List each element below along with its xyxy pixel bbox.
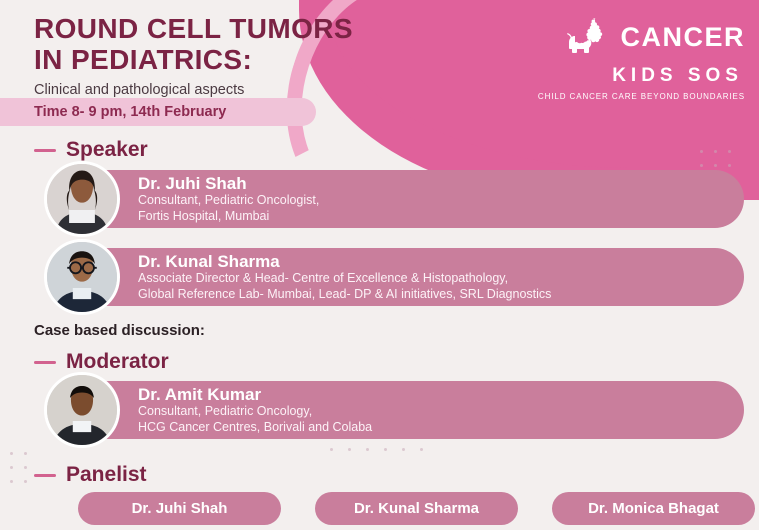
dash-icon <box>34 474 56 477</box>
avatar <box>44 239 120 315</box>
panelist-pill: Dr. Kunal Sharma <box>315 492 518 525</box>
moderator-detail-line2: HCG Cancer Centres, Borivali and Colaba <box>138 419 373 434</box>
elephant-icon <box>566 14 612 63</box>
time-text: Time 8- 9 pm, 14th February <box>34 104 227 120</box>
speaker-detail-line1: Consultant, Pediatric Oncologist, <box>138 193 320 208</box>
avatar <box>44 372 120 448</box>
section-label-speaker: Speaker <box>66 138 148 161</box>
dash-icon <box>34 149 56 152</box>
speaker-card-1 <box>48 170 744 228</box>
page-title-line2: IN PEDIATRICS: <box>34 44 253 76</box>
moderator-card <box>48 381 744 439</box>
section-header-moderator <box>34 350 169 374</box>
logo-tagline: CHILD CANCER CARE BEYOND BOUNDARIES <box>537 92 745 101</box>
title-block <box>34 14 434 98</box>
dash-icon <box>34 361 56 364</box>
panelist-pill: Dr. Juhi Shah <box>78 492 281 525</box>
logo-name-sub: KIDS SOS <box>612 65 743 86</box>
speaker-detail-line2: Global Reference Lab- Mumbai, Lead- DP & AI initiatives, SRL Diagnostics <box>138 286 552 301</box>
decorative-dots-center <box>330 448 450 468</box>
page-subtitle: Clinical and pathological aspects <box>34 82 245 99</box>
section-header-speaker <box>34 138 148 162</box>
speaker-card-2 <box>48 248 744 306</box>
speaker-info-1 <box>138 174 319 225</box>
moderator-name: Dr. Amit Kumar <box>138 384 262 404</box>
case-discussion-label: Case based discussion: <box>34 322 205 339</box>
speaker-info-2 <box>138 252 551 303</box>
panelist-pill: Dr. Monica Bhagat <box>552 492 755 525</box>
avatar <box>44 161 120 237</box>
section-header-panelist <box>34 463 147 487</box>
time-banner <box>0 98 316 126</box>
speaker-detail-line1: Associate Director & Head- Centre of Excellence & Histopathology, <box>138 271 509 286</box>
moderator-info <box>138 385 372 436</box>
speaker-name: Dr. Juhi Shah <box>138 173 247 193</box>
speaker-name: Dr. Kunal Sharma <box>138 251 280 271</box>
brand-logo <box>477 12 745 101</box>
section-label-panelist: Panelist <box>66 463 147 486</box>
panelist-list <box>78 492 738 525</box>
speaker-detail-line2: Fortis Hospital, Mumbai <box>138 208 270 223</box>
page-title-line1: ROUND CELL TUMORS <box>34 13 353 44</box>
moderator-detail-line1: Consultant, Pediatric Oncology, <box>138 404 313 419</box>
section-label-moderator: Moderator <box>66 350 169 373</box>
logo-name-main: CANCER <box>620 22 745 52</box>
